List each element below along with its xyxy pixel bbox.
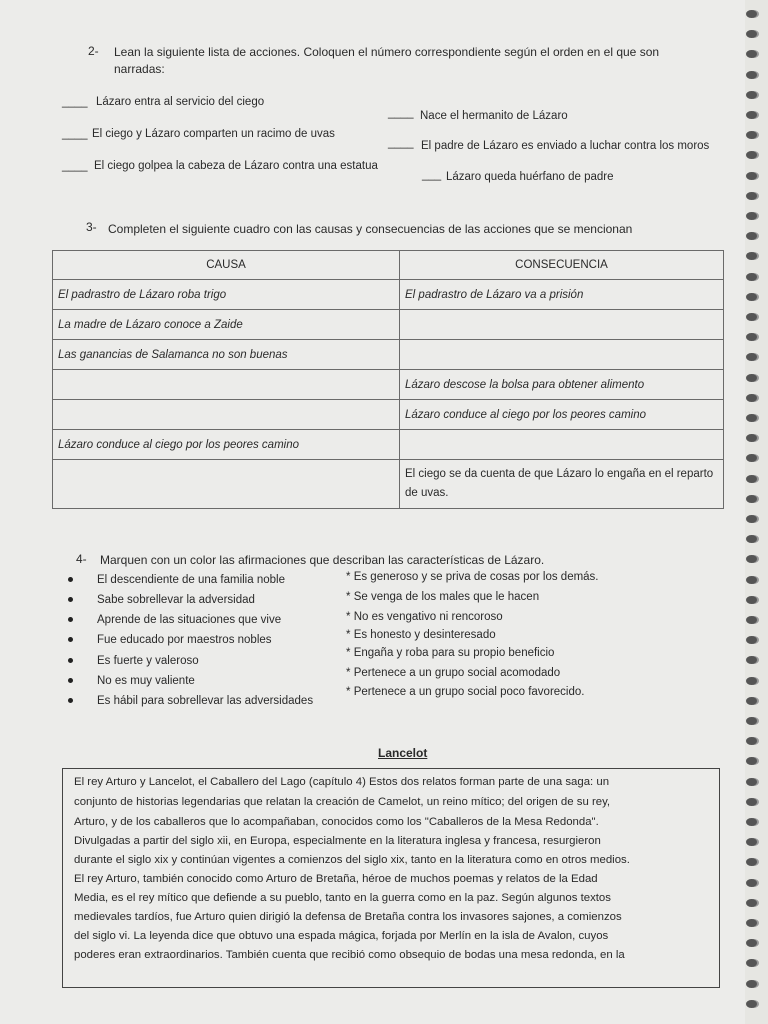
bullet-icon: [68, 597, 73, 602]
q4-right-option[interactable]: * Es honesto y desinteresado: [346, 629, 496, 641]
spiral-ring: [746, 333, 757, 341]
spiral-ring: [746, 172, 757, 180]
spiral-ring: [746, 677, 757, 685]
q2-blank[interactable]: ____: [388, 107, 414, 119]
table-row: [53, 400, 724, 430]
spiral-ring: [746, 192, 757, 200]
consecuencia-cell[interactable]: Lázaro descose la bolsa para obtener alimento: [400, 370, 724, 400]
spiral-ring: [746, 717, 757, 725]
spiral-ring: [746, 414, 757, 422]
bullet-icon: [68, 678, 73, 683]
q2-blank[interactable]: ____: [62, 96, 88, 108]
spiral-ring: [746, 252, 757, 260]
spiral-ring: [746, 757, 757, 765]
spiral-ring: [746, 1000, 757, 1008]
spiral-ring: [746, 50, 757, 58]
table-row: [53, 280, 724, 310]
q2-left-item: El ciego y Lázaro comparten un racimo de uvas: [92, 128, 335, 140]
q2-number: 2-: [88, 44, 99, 58]
reading-line: Media, es el rey mítico que defiende a su pueblo, tanto en la guerra como en la paz. Según algunos textos: [74, 892, 611, 904]
spiral-ring: [746, 535, 757, 543]
reading-line: poderes eran extraordinarios. También cuenta que recibió como obsequio de bodas una mesa redonda, en la: [74, 949, 625, 961]
spiral-ring: [746, 273, 757, 281]
reading-line: del siglo vi. La leyenda dice que obtuvo una espada mágica, forjada por Merlín en la isla de Avalon, cuyos: [74, 930, 609, 942]
causa-cell[interactable]: La madre de Lázaro conoce a Zaide: [53, 310, 400, 340]
bullet-icon: [68, 617, 73, 622]
q2-right-item: Nace el hermanito de Lázaro: [420, 110, 568, 122]
spiral-ring: [746, 656, 757, 664]
consecuencia-cell[interactable]: [400, 310, 724, 340]
reading-line: Arturo, y de los caballeros que lo acompañaban, conocidos como los "Caballeros de la Mesa Redonda".: [74, 816, 599, 828]
spiral-ring: [746, 495, 757, 503]
q4-right-option[interactable]: * No es vengativo ni rencoroso: [346, 611, 503, 623]
spiral-ring: [746, 71, 757, 79]
q4-left-option[interactable]: Es fuerte y valeroso: [68, 655, 199, 667]
consecuencia-cell[interactable]: Lázaro conduce al ciego por los peores camino: [400, 400, 724, 430]
reading-line: durante el siglo xix y continúan vigentes a comienzos del siglo xix, tanto en la literatura como en otros medios.: [74, 854, 630, 866]
asterisk-icon: *: [346, 571, 351, 583]
causa-cell[interactable]: Las ganancias de Salamanca no son buenas: [53, 340, 400, 370]
q4-left-option[interactable]: Sabe sobrellevar la adversidad: [68, 594, 255, 606]
q4-number: 4-: [76, 552, 87, 566]
cause-consequence-table: [52, 250, 724, 509]
q4-right-option[interactable]: * Engaña y roba para su propio beneficio: [346, 647, 555, 659]
spiral-ring: [746, 313, 757, 321]
q4-left-option[interactable]: No es muy valiente: [68, 675, 195, 687]
table-row: [53, 460, 724, 509]
spiral-ring: [746, 434, 757, 442]
consecuencia-cell[interactable]: [400, 430, 724, 460]
spiral-ring: [746, 596, 757, 604]
q4-left-option[interactable]: Fue educado por maestros nobles: [68, 634, 272, 646]
causa-cell[interactable]: [53, 460, 400, 509]
q2-left-item: El ciego golpea la cabeza de Lázaro contra una estatua: [94, 160, 378, 172]
asterisk-icon: *: [346, 591, 351, 603]
table-header-causa: CAUSA: [53, 251, 400, 280]
q2-right-item: El padre de Lázaro es enviado a luchar contra los moros: [421, 140, 710, 152]
spiral-ring: [746, 10, 757, 18]
spiral-ring: [746, 838, 757, 846]
asterisk-icon: *: [346, 686, 351, 698]
spiral-ring: [746, 798, 757, 806]
spiral-ring: [746, 980, 757, 988]
spiral-ring: [746, 91, 757, 99]
bullet-icon: [68, 637, 73, 642]
q2-blank[interactable]: ____: [62, 160, 88, 172]
asterisk-icon: *: [346, 647, 351, 659]
table-row: [53, 370, 724, 400]
consecuencia-cell[interactable]: El ciego se da cuenta de que Lázaro lo engaña en el reparto de uvas.: [400, 460, 724, 509]
spiral-ring: [746, 778, 757, 786]
reading-line: El rey Arturo, también conocido como Arturo de Bretaña, héroe de muchos poemas y relatos de la Edad: [74, 873, 598, 885]
spiral-ring: [746, 30, 757, 38]
q2-instruction: Lean la siguiente lista de acciones. Coloquen el número correspondiente según el orden en el que son: [114, 45, 660, 59]
q4-right-option[interactable]: * Pertenece a un grupo social acomodado: [346, 667, 561, 679]
spiral-ring: [746, 555, 757, 563]
spiral-ring: [746, 899, 757, 907]
causa-cell[interactable]: Lázaro conduce al ciego por los peores camino: [53, 430, 400, 460]
spiral-ring: [746, 293, 757, 301]
spiral-ring: [746, 394, 757, 402]
q4-left-option[interactable]: El descendiente de una familia noble: [68, 574, 285, 586]
q4-left-option[interactable]: Es hábil para sobrellevar las adversidades: [68, 695, 313, 707]
causa-cell[interactable]: El padrastro de Lázaro roba trigo: [53, 280, 400, 310]
spiral-ring: [746, 616, 757, 624]
q2-right-item: Lázaro queda huérfano de padre: [446, 171, 614, 183]
spiral-ring: [746, 454, 757, 462]
spiral-ring: [746, 576, 757, 584]
causa-cell[interactable]: [53, 370, 400, 400]
q4-instruction: Marquen con un color las afirmaciones que describan las características de Lázaro.: [100, 553, 545, 567]
spiral-ring: [746, 131, 757, 139]
reading-line: Divulgadas a partir del siglo xii, en Europa, especialmente en la literatura inglesa y francesa, resurgieron: [74, 835, 601, 847]
q3-number: 3-: [86, 220, 97, 234]
spiral-ring: [746, 232, 757, 240]
q3-instruction: Completen el siguiente cuadro con las causas y consecuencias de las acciones que se mencionan: [108, 222, 633, 236]
reading-line: medievales tardíos, fue Arturo quien dirigió la defensa de Bretaña contra los invasores sajones, a comienzos: [74, 911, 622, 923]
consecuencia-cell[interactable]: El padrastro de Lázaro va a prisión: [400, 280, 724, 310]
spiral-binding: [742, 10, 764, 1020]
consecuencia-cell[interactable]: [400, 340, 724, 370]
spiral-ring: [746, 858, 757, 866]
q4-right-option[interactable]: * Es generoso y se priva de cosas por los demás.: [346, 571, 599, 583]
spiral-ring: [746, 374, 757, 382]
spiral-ring: [746, 111, 757, 119]
spiral-ring: [746, 737, 757, 745]
asterisk-icon: *: [346, 611, 351, 623]
section-title: Lancelot: [378, 746, 428, 760]
q4-right-option[interactable]: * Se venga de los males que le hacen: [346, 591, 540, 603]
q2-instruction-cont: narradas:: [114, 62, 165, 76]
spiral-ring: [746, 212, 757, 220]
table-row: [53, 310, 724, 340]
q2-left-item: Lázaro entra al servicio del ciego: [96, 96, 265, 108]
spiral-ring: [746, 879, 757, 887]
spiral-ring: [746, 697, 757, 705]
spiral-ring: [746, 515, 757, 523]
reading-line: conjunto de historias legendarias que relatan la creación de Camelot, un reino mítico; del origen de su rey,: [74, 796, 611, 808]
spiral-ring: [746, 959, 757, 967]
spiral-ring: [746, 636, 757, 644]
q4-left-option[interactable]: Aprende de las situaciones que vive: [68, 614, 281, 626]
bullet-icon: [68, 658, 73, 663]
spiral-ring: [746, 919, 757, 927]
bullet-icon: [68, 577, 73, 582]
spiral-ring: [746, 353, 757, 361]
table-header-consecuencia: CONSECUENCIA: [400, 251, 724, 280]
asterisk-icon: *: [346, 629, 351, 641]
q2-blank[interactable]: ____: [388, 137, 414, 149]
bullet-icon: [68, 698, 73, 703]
spiral-ring: [746, 818, 757, 826]
causa-cell[interactable]: [53, 400, 400, 430]
asterisk-icon: *: [346, 667, 351, 679]
spiral-ring: [746, 939, 757, 947]
spiral-ring: [746, 151, 757, 159]
q2-blank[interactable]: ___: [422, 169, 442, 181]
q4-right-option[interactable]: * Pertenece a un grupo social poco favorecido.: [346, 686, 585, 698]
reading-line: El rey Arturo y Lancelot, el Caballero del Lago (capítulo 4) Estos dos relatos forman parte de una saga: un: [74, 776, 610, 788]
q2-blank[interactable]: ____: [62, 128, 88, 140]
table-row: [53, 430, 724, 460]
spiral-ring: [746, 475, 757, 483]
table-row: [53, 340, 724, 370]
